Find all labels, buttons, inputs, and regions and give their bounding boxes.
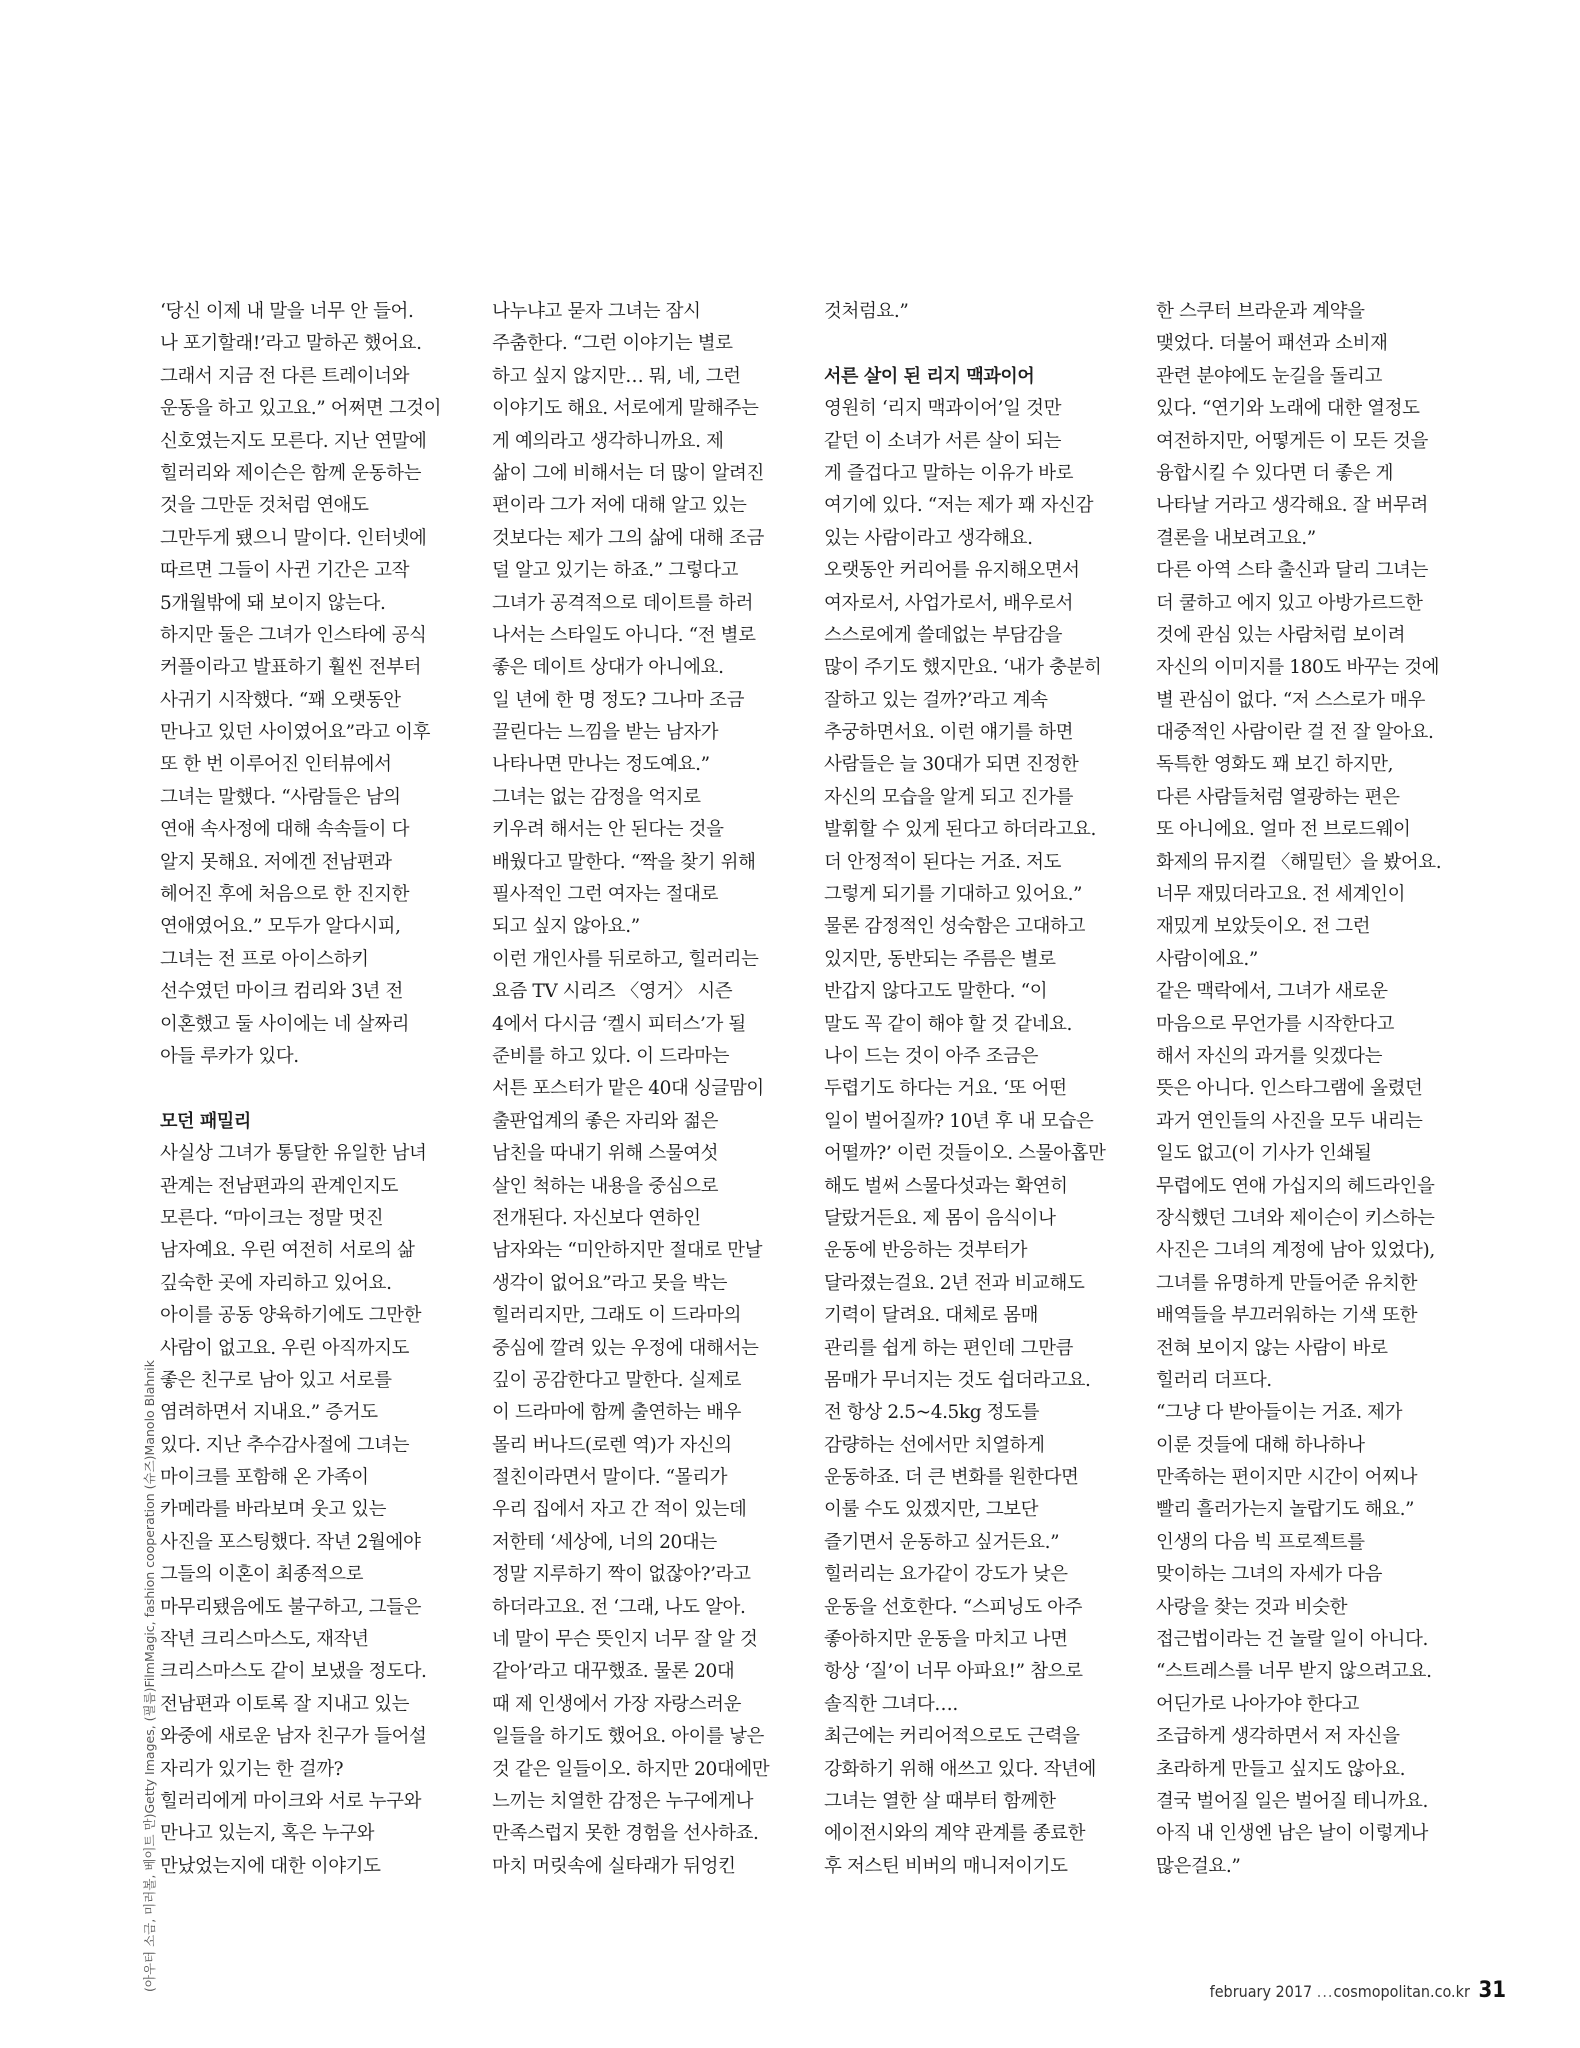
text-line: 많이 주기도 했지만요. ‘내가 충분히 xyxy=(824,657,1102,679)
text-line: 이혼했고 둘 사이에는 네 살짜리 xyxy=(160,1013,410,1035)
text-line: “스트레스를 너무 받지 않으려고요. xyxy=(1156,1661,1432,1683)
text-line: 초라하게 만들고 싶지도 않아요. xyxy=(1156,1758,1406,1780)
text-line: 그녀는 열한 살 때부터 함께한 xyxy=(824,1790,1056,1812)
text-line: 있다. 지난 추수감사절에 그녀는 xyxy=(160,1434,410,1456)
text-line: 헤어진 후에 처음으로 한 진지한 xyxy=(160,884,410,906)
text-line: 두렵기도 하다는 거요. ‘또 어떤 xyxy=(824,1078,1067,1100)
text-line: 융합시킬 수 있다면 더 좋은 게 xyxy=(1156,462,1394,484)
text-line: 남자와는 “미안하지만 절대로 만날 xyxy=(492,1240,763,1262)
text-line: 자신의 모습을 알게 되고 진가를 xyxy=(824,786,1074,808)
text-line: 크리스마스도 같이 보냈을 정도다. xyxy=(160,1661,427,1683)
text-line: 몰리 버나드(로렌 역)가 자신의 xyxy=(492,1434,732,1456)
text-line: 결론을 내보려고요.” xyxy=(1156,527,1316,549)
text-line: 빨리 흘러가는지 놀랍기도 해요.” xyxy=(1156,1499,1415,1521)
text-line: 이 드라마에 함께 출연하는 배우 xyxy=(492,1402,742,1424)
text-line: 이야기도 해요. 서로에게 말해주는 xyxy=(492,398,759,420)
text-line: 너무 재밌더라고요. 전 세계인이 xyxy=(1156,884,1406,906)
text-line: 일도 없고(이 기사가 인쇄될 xyxy=(1156,1143,1372,1165)
text-line: 대중적인 사람이란 걸 전 잘 알아요. xyxy=(1156,722,1434,744)
text-line: 것 같은 일들이오. 하지만 20대에만 xyxy=(492,1758,770,1780)
text-line: 있지만, 동반되는 주름은 별로 xyxy=(824,948,1056,970)
text-line: 나 포기할래!’라고 말하곤 했어요. xyxy=(160,333,422,355)
text-line: 물론 감정적인 성숙함은 고대하고 xyxy=(824,916,1086,938)
text-line: 전남편과 이토록 잘 지내고 있는 xyxy=(160,1693,410,1715)
text-line: 절친이라면서 말이다. “몰리가 xyxy=(492,1467,728,1489)
text-line: 아직 내 인생엔 남은 날이 이렇게나 xyxy=(1156,1823,1428,1845)
text-line: 출판업계의 좋은 자리와 젊은 xyxy=(492,1110,719,1132)
text-line: 여자로서, 사업가로서, 배우로서 xyxy=(824,592,1074,614)
page-number: 31 xyxy=(1478,1978,1506,2003)
text-line: 배웠다고 말한다. “짝을 찾기 위해 xyxy=(492,851,756,873)
text-line: 힐러리 더프다. xyxy=(1156,1369,1272,1391)
text-line: 무렵에도 연애 가십지의 헤드라인을 xyxy=(1156,1175,1435,1197)
text-line: 알지 못해요. 저에겐 전남편과 xyxy=(160,851,392,873)
text-line: 살인 척하는 내용을 중심으로 xyxy=(492,1175,719,1197)
text-line: 마이크를 포함해 온 가족이 xyxy=(160,1467,369,1489)
text-line: 강화하기 위해 애쓰고 있다. 작년에 xyxy=(824,1758,1096,1780)
text-line: 카메라를 바라보며 웃고 있는 xyxy=(160,1499,387,1521)
text-line: 해도 벌써 스물다섯과는 확연히 xyxy=(824,1175,1068,1197)
text-line: 중심에 깔려 있는 우정에 대해서는 xyxy=(492,1337,759,1359)
text-line: 연애 속사정에 대해 속속들이 다 xyxy=(160,819,410,841)
text-line: 요즘 TV 시리즈 〈영거〉 시즌 xyxy=(492,981,733,1003)
text-line: 게 예의라고 생각하니까요. 제 xyxy=(492,430,724,452)
text-line: 되고 싶지 않아요.” xyxy=(492,916,640,938)
text-line: 깊이 공감한다고 말한다. 실제로 xyxy=(492,1369,742,1391)
text-line: 재밌게 보았듯이오. 전 그런 xyxy=(1156,916,1371,938)
folio-month: february 2017 xyxy=(1209,1982,1313,2001)
text-line: 최근에는 커리어적으로도 근력을 xyxy=(824,1726,1080,1748)
text-line: 마치 머릿속에 실타래가 뒤엉킨 xyxy=(492,1855,736,1877)
text-line: 덜 알고 있기는 하죠.” 그렇다고 xyxy=(492,560,739,582)
text-line: 따르면 그들이 사귄 기간은 고작 xyxy=(160,560,410,582)
text-line: 모른다. “마이크는 정말 멋진 xyxy=(160,1207,384,1229)
text-line: 선수였던 마이크 컴리와 3년 전 xyxy=(160,981,403,1003)
text-line: 솔직한 그녀다…. xyxy=(824,1693,958,1715)
text-line: 해서 자신의 과거를 잊겠다는 xyxy=(1156,1045,1383,1067)
text-line: 그만두게 됐으니 말이다. 인터넷에 xyxy=(160,527,427,549)
text-line: 나타날 거라고 생각해요. 잘 버무려 xyxy=(1156,495,1428,517)
text-line: 같은 맥락에서, 그녀가 새로운 xyxy=(1156,981,1388,1003)
text-line: 것보다는 제가 그의 삶에 대해 조금 xyxy=(492,527,764,549)
text-line: 여기에 있다. “저는 제가 꽤 자신감 xyxy=(824,495,1094,517)
text-line: 운동을 하고 있고요.” 어쩌면 그것이 xyxy=(160,398,442,420)
text-line: 영원히 ‘리지 맥과이어’일 것만 xyxy=(824,398,1062,420)
text-line: 전 항상 2.5~4.5kg 정도를 xyxy=(824,1402,1040,1424)
text-line: 삶이 그에 비해서는 더 많이 알려진 xyxy=(492,462,764,484)
text-line: 아이를 공동 양육하기에도 그만한 xyxy=(160,1305,422,1327)
text-line: 와중에 새로운 남자 친구가 들어설 xyxy=(160,1726,427,1748)
text-line: 접근법이라는 건 놀랄 일이 아니다. xyxy=(1156,1629,1428,1651)
folio-site: cosmopolitan.co.kr xyxy=(1333,1982,1470,2001)
text-line: 작년 크리스마스도, 재작년 xyxy=(160,1629,369,1651)
text-line: 뜻은 아니다. 인스타그램에 올렸던 xyxy=(1156,1078,1423,1100)
article-column-4 xyxy=(1156,296,1456,1883)
text-line: 반갑지 않다고도 말한다. “이 xyxy=(824,981,1048,1003)
text-line: 다른 사람들처럼 열광하는 편은 xyxy=(1156,786,1400,808)
article-column-3 xyxy=(824,296,1124,1883)
text-line: 추궁하면서요. 이런 얘기를 하면 xyxy=(824,722,1074,744)
text-line xyxy=(824,328,1124,360)
text-line: 별 관심이 없다. “저 스스로가 매우 xyxy=(1156,689,1426,711)
text-line: 생각이 없어요”라고 못을 박는 xyxy=(492,1272,728,1294)
text-line: 만족하는 편이지만 시간이 어찌나 xyxy=(1156,1467,1418,1489)
text-line: 마무리됐음에도 불구하고, 그들은 xyxy=(160,1596,422,1618)
text-line: 다른 아역 스타 출신과 달리 그녀는 xyxy=(1156,560,1428,582)
text-line: 달랐거든요. 제 몸이 음식이나 xyxy=(824,1207,1056,1229)
text-line: 커플이라고 발표하기 훨씬 전부터 xyxy=(160,657,422,679)
text-line: 오랫동안 커리어를 유지해오면서 xyxy=(824,560,1080,582)
text-line: 관련 분야에도 눈길을 돌리고 xyxy=(1156,365,1383,387)
text-line: 힐러리지만, 그래도 이 드라마의 xyxy=(492,1305,742,1327)
text-line: 5개월밖에 돼 보이지 않는다. xyxy=(160,592,386,614)
text-line: 마음으로 무언가를 시작한다고 xyxy=(1156,1013,1395,1035)
text-line: 그래서 지금 전 다른 트레이너와 xyxy=(160,365,410,387)
text-line: 나이 드는 것이 아주 조금은 xyxy=(824,1045,1039,1067)
text-line: 스스로에게 쓸데없는 부담감을 xyxy=(824,624,1063,646)
text-line: 말도 꼭 같이 해야 할 것 같네요. xyxy=(824,1013,1073,1035)
text-line: 나누냐고 묻자 그녀는 잠시 xyxy=(492,301,701,322)
text-line: 운동하죠. 더 큰 변화를 원한다면 xyxy=(824,1467,1079,1489)
text-line: 결국 벌어질 일은 벌어질 테니까요. xyxy=(1156,1790,1428,1812)
text-line: 이룰 수도 있겠지만, 그보단 xyxy=(824,1499,1039,1521)
text-line: 만났었는지에 대한 이야기도 xyxy=(160,1855,381,1877)
text-line: 일 년에 한 명 정도? 그나마 조금 xyxy=(492,689,745,711)
text-line: 독특한 영화도 꽤 보긴 하지만, xyxy=(1156,754,1394,776)
text-line: 항상 ‘질’이 너무 아파요!” 참으로 xyxy=(824,1661,1083,1683)
text-line: 때 제 인생에서 가장 자랑스러운 xyxy=(492,1693,742,1715)
text-line: 감량하는 선에서만 치열하게 xyxy=(824,1434,1045,1456)
text-line: 또 한 번 이루어진 인터뷰에서 xyxy=(160,754,392,776)
text-line: 인생의 다음 빅 프로젝트를 xyxy=(1156,1531,1365,1553)
text-line: 사진을 포스팅했다. 작년 2월에야 xyxy=(160,1531,421,1553)
text-line: 후 저스틴 비버의 매니저이기도 xyxy=(824,1855,1068,1877)
text-line: 그녀는 말했다. “사람들은 남의 xyxy=(160,786,401,808)
text-line: 염려하면서 지내요.” 증거도 xyxy=(160,1402,378,1424)
text-line: 좋은 데이트 상대가 아니에요. xyxy=(492,657,724,679)
text-line: 네 말이 무슨 뜻인지 너무 잘 알 것 xyxy=(492,1629,758,1651)
text-line: 그녀를 유명하게 만들어준 유치한 xyxy=(1156,1272,1418,1294)
text-line: 느끼는 치열한 감정은 누구에게나 xyxy=(492,1790,754,1812)
text-line: 이룬 것들에 대해 하나하나 xyxy=(1156,1434,1365,1456)
text-line: 좋아하지만 운동을 마치고 나면 xyxy=(824,1629,1068,1651)
text-line: 것을 그만둔 것처럼 연애도 xyxy=(160,495,369,517)
text-line: 사귀기 시작했다. “꽤 오랫동안 xyxy=(160,689,401,711)
text-line: 기력이 달려요. 대체로 몸매 xyxy=(824,1305,1039,1327)
text-line: 즐기면서 운동하고 싶거든요.” xyxy=(824,1531,1060,1553)
text-line: 우리 집에서 자고 간 적이 있는데 xyxy=(492,1499,747,1521)
article-column-1 xyxy=(160,296,460,1883)
text-line: 전개된다. 자신보다 연하인 xyxy=(492,1207,701,1229)
text-line: 그녀는 없는 감정을 억지로 xyxy=(492,786,701,808)
text-line: 사람이에요.” xyxy=(1156,948,1258,970)
text-line: 어떨까?’ 이런 것들이오. 스물아홉만 xyxy=(824,1143,1106,1165)
text-line: 몸매가 무너지는 것도 쉽더라고요. xyxy=(824,1369,1091,1391)
text-line: 일이 벌어질까? 10년 후 내 모습은 xyxy=(824,1110,1094,1132)
text-line: 그렇게 되기를 기대하고 있어요.” xyxy=(824,884,1083,906)
text-line: 하고 싶지 않지만… 뭐, 네, 그런 xyxy=(492,365,741,387)
text-line: 조급하게 생각하면서 저 자신을 xyxy=(1156,1726,1400,1748)
text-line: 관계는 전남편과의 관계인지도 xyxy=(160,1175,399,1197)
text-line: 것에 관심 있는 사람처럼 보이려 xyxy=(1156,624,1406,646)
text-line: 나타나면 만나는 정도예요.” xyxy=(492,754,710,776)
text-line: 사실상 그녀가 통달한 유일한 남녀 xyxy=(160,1143,427,1165)
text-line: 서튼 포스터가 맡은 40대 싱글맘이 xyxy=(492,1078,764,1100)
text-line: 에이전시와의 계약 관계를 종료한 xyxy=(824,1823,1086,1845)
text-line: 이런 개인사를 뒤로하고, 힐러리는 xyxy=(492,948,759,970)
text-line: 또 아니에요. 얼마 전 브로드웨이 xyxy=(1156,819,1411,841)
text-line: 힐러리와 제이슨은 함께 운동하는 xyxy=(160,462,422,484)
text-line: 게 즐겁다고 말하는 이유가 바로 xyxy=(824,462,1074,484)
text-line: 신호였는지도 모른다. 지난 연말에 xyxy=(160,430,427,452)
text-line: 화제의 뮤지컬 〈해밀턴〉을 봤어요. xyxy=(1156,851,1442,873)
text-line: 키우려 해서는 안 된다는 것을 xyxy=(492,819,724,841)
text-line: 있는 사람이라고 생각해요. xyxy=(824,527,1033,549)
text-line: 맞이하는 그녀의 자세가 다음 xyxy=(1156,1564,1383,1586)
text-line: 그녀가 공격적으로 데이트를 하러 xyxy=(492,592,754,614)
text-line: 만나고 있는지, 혹은 누구와 xyxy=(160,1823,375,1845)
text-line: 4에서 다시금 ‘켈시 피터스’가 될 xyxy=(492,1013,746,1035)
text-line: 아들 루카가 있다. xyxy=(160,1045,299,1067)
text-line: 여전하지만, 어떻게든 이 모든 것을 xyxy=(1156,430,1428,452)
text-line: 것처럼요.” xyxy=(824,301,909,322)
text-line: 주춤한다. “그런 이야기는 별로 xyxy=(492,333,733,355)
text-line: 한 스쿠터 브라운과 계약을 xyxy=(1156,301,1365,322)
text-line: 있다. “연기와 노래에 대한 열정도 xyxy=(1156,398,1420,420)
text-line: 장식했던 그녀와 제이슨이 키스하는 xyxy=(1156,1207,1435,1229)
text-line: 사람들은 늘 30대가 되면 진정한 xyxy=(824,754,1079,776)
text-line: 달라졌는걸요. 2년 전과 비교해도 xyxy=(824,1272,1085,1294)
text-line: 만나고 있던 사이였어요”라고 이후 xyxy=(160,722,431,744)
text-line: 나서는 스타일도 아니다. “전 별로 xyxy=(492,624,756,646)
text-line: 더 안정적이 된다는 거죠. 저도 xyxy=(824,851,1062,873)
section-heading: 모던 패밀리 xyxy=(160,1110,251,1132)
text-line: “그냥 다 받아들이는 거죠. 제가 xyxy=(1156,1402,1403,1424)
text-line: 운동에 반응하는 것부터가 xyxy=(824,1240,1028,1262)
text-line: 끌린다는 느낌을 받는 남자가 xyxy=(492,722,719,744)
text-line: 맺었다. 더불어 패션과 소비재 xyxy=(1156,333,1388,355)
text-line: 관리를 쉽게 하는 편인데 그만큼 xyxy=(824,1337,1074,1359)
text-line: 발휘할 수 있게 된다고 하더라고요. xyxy=(824,819,1096,841)
text-line: 깊숙한 곳에 자리하고 있어요. xyxy=(160,1272,392,1294)
text-line: 같던 이 소녀가 서른 살이 되는 xyxy=(824,430,1062,452)
text-line: 사진은 그녀의 계정에 남아 있었다), xyxy=(1156,1240,1435,1262)
text-line: 일들을 하기도 했어요. 아이를 낳은 xyxy=(492,1726,764,1748)
text-line: 하더라고요. 전 ‘그래, 나도 알아. xyxy=(492,1596,746,1618)
text-line: 편이라 그가 저에 대해 알고 있는 xyxy=(492,495,747,517)
text-line: 어딘가로 나아가야 한다고 xyxy=(1156,1693,1360,1715)
text-line: 하지만 둘은 그녀가 인스타에 공식 xyxy=(160,624,427,646)
section-heading: 서른 살이 된 리지 맥과이어 xyxy=(824,365,1035,387)
photo-credit: (아우터 소금, 미러볼, 베이트 만)Getty Images, (필름)FilmMagic, fashion cooperation (슈즈)Manolo Blahnik xyxy=(142,1360,157,1992)
text-line: 사랑을 찾는 것과 비슷한 xyxy=(1156,1596,1348,1618)
text-line: 정말 지루하기 짝이 없잖아?’라고 xyxy=(492,1564,751,1586)
text-line: 좋은 친구로 남아 있고 서로를 xyxy=(160,1369,392,1391)
text-line: 많은걸요.” xyxy=(1156,1855,1241,1877)
text-line: 과거 연인들의 사진을 모두 내리는 xyxy=(1156,1110,1423,1132)
text-line: 힐러리에게 마이크와 서로 누구와 xyxy=(160,1790,422,1812)
text-line: 그녀는 전 프로 아이스하키 xyxy=(160,948,369,970)
text-line: 필사적인 그런 여자는 절대로 xyxy=(492,884,719,906)
article-column-2 xyxy=(492,296,792,1883)
text-line: 남친을 따내기 위해 스물여섯 xyxy=(492,1143,719,1165)
text-line: 남자예요. 우린 여전히 서로의 삶 xyxy=(160,1240,415,1262)
text-line: 자리가 있기는 한 걸까? xyxy=(160,1758,344,1780)
text-line: 그들의 이혼이 최종적으로 xyxy=(160,1564,364,1586)
text-line: 전혀 보이지 않는 사람이 바로 xyxy=(1156,1337,1388,1359)
text-line: 사람이 없고요. 우린 아직까지도 xyxy=(160,1337,410,1359)
text-line: 저한테 ‘세상에, 너의 20대는 xyxy=(492,1531,717,1553)
text-line: ‘당신 이제 내 말을 너무 안 들어. xyxy=(160,301,414,322)
folio-dots: ... xyxy=(1316,1982,1334,2001)
text-line xyxy=(160,1073,460,1105)
text-line: 준비를 하고 있다. 이 드라마는 xyxy=(492,1045,730,1067)
text-line: 힐러리는 요가같이 강도가 낮은 xyxy=(824,1564,1068,1586)
text-line: 같아’라고 대꾸했죠. 물론 20대 xyxy=(492,1661,735,1683)
text-line: 더 쿨하고 에지 있고 아방가르드한 xyxy=(1156,592,1423,614)
text-line: 만족스럽지 못한 경험을 선사하죠. xyxy=(492,1823,759,1845)
text-line: 연애였어요.” 모두가 알다시피, xyxy=(160,916,401,938)
text-line: 잘하고 있는 걸까?’라고 계속 xyxy=(824,689,1048,711)
text-line: 운동을 선호한다. “스피닝도 아주 xyxy=(824,1596,1083,1618)
text-line: 배역들을 부끄러워하는 기색 또한 xyxy=(1156,1305,1418,1327)
page-folio xyxy=(1210,1978,1506,2003)
text-line: 자신의 이미지를 180도 바꾸는 것에 xyxy=(1156,657,1440,679)
